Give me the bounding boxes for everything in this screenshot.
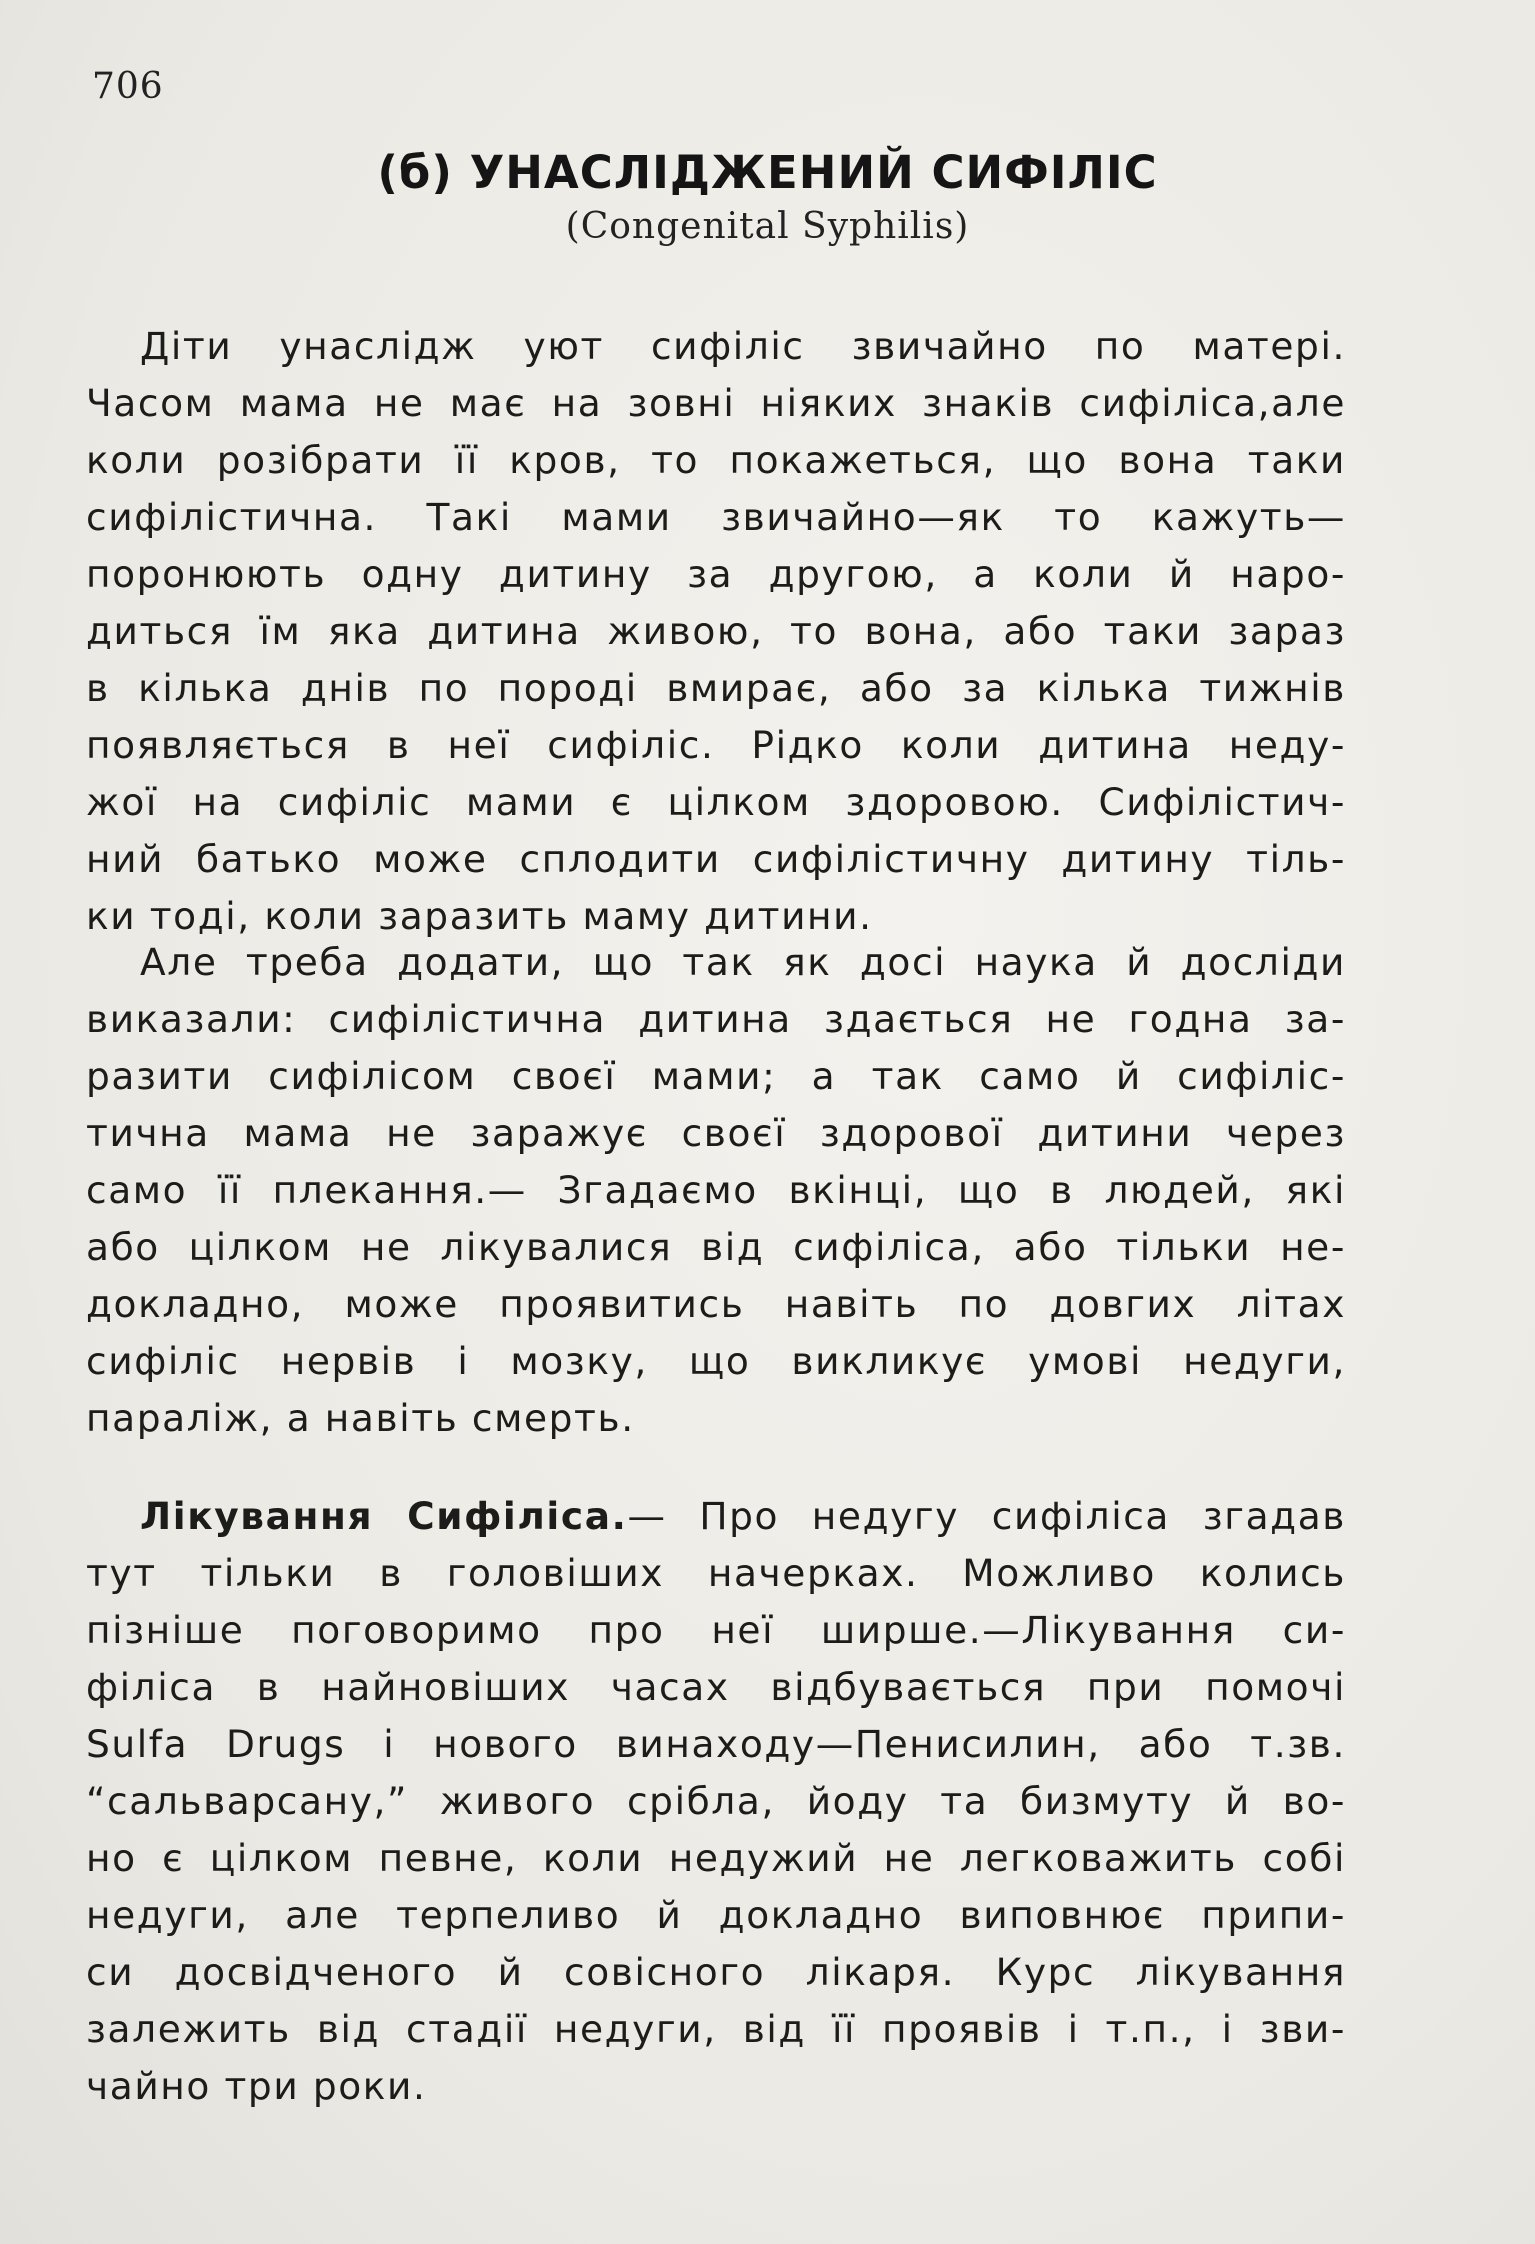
paragraph-1 xyxy=(86,318,1346,945)
text-line: жої на сифіліс мами є цілком здоровою. Сифілістич- xyxy=(86,780,1346,824)
text-line: філіса в найновіших часах відбувається при помочі xyxy=(86,1665,1346,1709)
text-line: тут тільки в головіших начерках. Можливо колись xyxy=(86,1551,1346,1595)
text-line: залежить від стадії недуги, від її проявів і т.п., і зви- xyxy=(86,2007,1346,2051)
text-line xyxy=(86,1488,1346,1545)
text-line: чайно три роки. xyxy=(86,2064,427,2108)
text-line: поронюють одну дитину за другою, а коли й наро- xyxy=(86,552,1346,596)
text-line: Діти унаслідж уют сифіліс звичайно по матері. xyxy=(140,324,1346,368)
text-line: ки тоді, коли заразить маму дитини. xyxy=(86,894,873,938)
text-line: само її плекання.— Згадаємо вкінці, що в людей, які xyxy=(86,1168,1346,1212)
paragraph-3 xyxy=(86,1488,1346,2115)
text-line: пізніше поговоримо про неї ширше.—Лікування си- xyxy=(86,1608,1346,1652)
text-line: в кілька днів по породі вмирає, або за кілька тижнів xyxy=(86,666,1346,710)
page-number: 706 xyxy=(92,66,164,107)
text-line: появляється в неї сифіліс. Рідко коли дитина неду- xyxy=(86,723,1346,767)
text-line: си досвідченого й совісного лікаря. Курс лікування xyxy=(86,1950,1346,1994)
section-subtitle: (Congenital Syphilis) xyxy=(565,206,970,247)
section-title: (б) УНАСЛІДЖЕНИЙ СИФІЛІС xyxy=(377,146,1158,199)
text-line-rest: — Про недугу сифіліса згадав xyxy=(627,1494,1346,1538)
text-line: Sulfa Drugs і нового винаходу—Пенисилин, або т.зв. xyxy=(86,1722,1346,1766)
text-line: тична мама не заражує своєї здорової дитини через xyxy=(86,1111,1346,1155)
text-line: або цілком не лікувалися від сифіліса, або тільки не- xyxy=(86,1225,1346,1269)
text-line: но є цілком певне, коли недужий не легковажить собі xyxy=(86,1836,1346,1880)
text-line: Часом мама не має на зовні ніяких знаків сифіліса,але xyxy=(86,381,1346,425)
run-in-heading: Лікування Сифіліса. xyxy=(140,1494,628,1538)
text-line: диться їм яка дитина живою, то вона, або таки зараз xyxy=(86,609,1346,653)
text-line: сифілістична. Такі мами звичайно—як то кажуть— xyxy=(86,495,1346,539)
text-line: Але треба додати, що так як досі наука й досліди xyxy=(140,940,1346,984)
text-line: параліж, а навіть смерть. xyxy=(86,1396,635,1440)
text-line: ний батько може сплодити сифілістичну дитину тіль- xyxy=(86,837,1346,881)
text-line: разити сифілісом своєї мами; а так само й сифіліс- xyxy=(86,1054,1346,1098)
text-line: докладно, може проявитись навіть по довгих літах xyxy=(86,1282,1346,1326)
text-line: недуги, але терпеливо й докладно виповнює припи- xyxy=(86,1893,1346,1937)
text-line: сифіліс нервів і мозку, що викликує умові недуги, xyxy=(86,1339,1346,1383)
paragraph-2 xyxy=(86,934,1346,1447)
text-line: “сальварсану,” живого срібла, йоду та бизмуту й во- xyxy=(86,1779,1346,1823)
text-line: виказали: сифілістична дитина здається не годна за- xyxy=(86,997,1346,1041)
text-line: коли розібрати її кров, то покажеться, що вона таки xyxy=(86,438,1346,482)
